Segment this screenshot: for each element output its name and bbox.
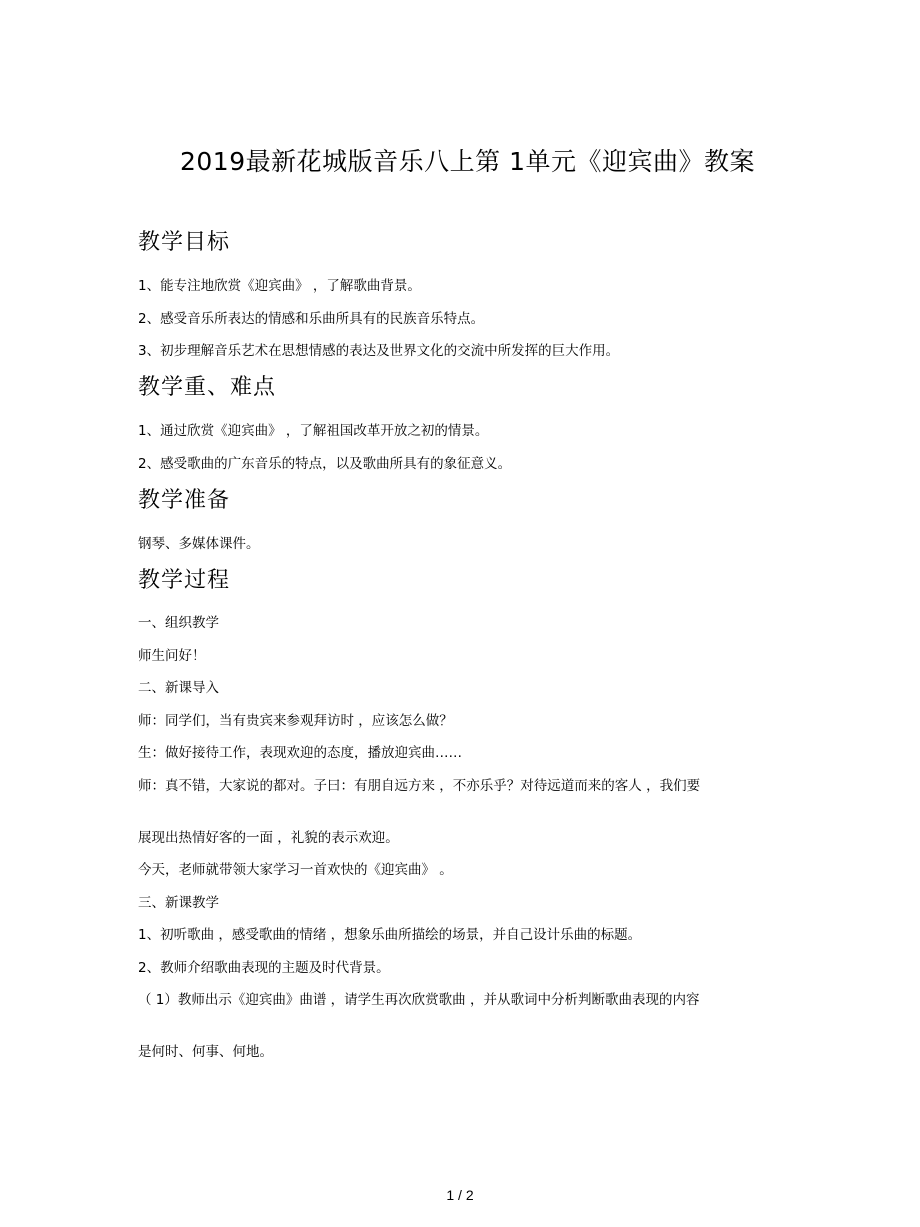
key-point-item-2: 2、感受歌曲的广东音乐的特点，以及歌曲所具有的象征意义。 — [138, 456, 512, 472]
section-heading-key-points: 教学重、难点 — [138, 375, 277, 400]
process-line: 2、教师介绍歌曲表现的主题及时代背景。 — [138, 960, 390, 976]
section-heading-process: 教学过程 — [138, 568, 231, 593]
section-heading-objectives: 教学目标 — [138, 230, 231, 255]
process-line: （ 1）教师出示《迎宾曲》曲谱 ，请学生再次欣赏歌曲 ，并从歌词中分析判断歌曲表现的内容 — [138, 992, 700, 1008]
process-line: 生：做好接待工作，表现欢迎的态度，播放迎宾曲…… — [138, 745, 462, 761]
preparation-text: 钢琴、多媒体课件。 — [138, 536, 260, 552]
process-line: 一、组织教学 — [138, 615, 219, 631]
objective-item-2: 2、感受音乐所表达的情感和乐曲所具有的民族音乐特点。 — [138, 311, 485, 327]
process-line: 1、初听歌曲 ，感受歌曲的情绪 ，想象乐曲所描绘的场景，并自己设计乐曲的标题。 — [138, 927, 642, 943]
objective-item-3: 3、初步理解音乐艺术在思想情感的表达及世界文化的交流中所发挥的巨大作用。 — [138, 343, 620, 359]
process-line: 二、新课导入 — [138, 680, 219, 696]
process-line: 展现出热情好客的一面 ，礼貌的表示欢迎。 — [138, 830, 399, 846]
key-point-item-1: 1、通过欣赏《迎宾曲》 ，了解祖国改革开放之初的情景。 — [138, 423, 489, 439]
page-title: 2019最新花城版音乐八上第 1单元《迎宾曲》教案 — [180, 147, 755, 176]
process-line: 是何时、何事、何地。 — [138, 1044, 273, 1060]
process-line: 今天，老师就带领大家学习一首欢快的《迎宾曲》 。 — [138, 862, 453, 878]
process-line: 师：同学们，当有贵宾来参观拜访时 ，应该怎么做？ — [138, 713, 453, 729]
process-line: 三、新课教学 — [138, 895, 219, 911]
objective-item-1: 1、能专注地欣赏《迎宾曲》 ，了解歌曲背景。 — [138, 278, 421, 294]
process-line: 师生问好！ — [138, 648, 206, 664]
process-line: 师：真不错，大家说的都对。子曰：有朋自远方来 ，不亦乐乎？对待远道而来的客人 ，我们要 — [138, 778, 701, 794]
page-number: 1 / 2 — [446, 1187, 474, 1203]
section-heading-preparation: 教学准备 — [138, 488, 231, 513]
